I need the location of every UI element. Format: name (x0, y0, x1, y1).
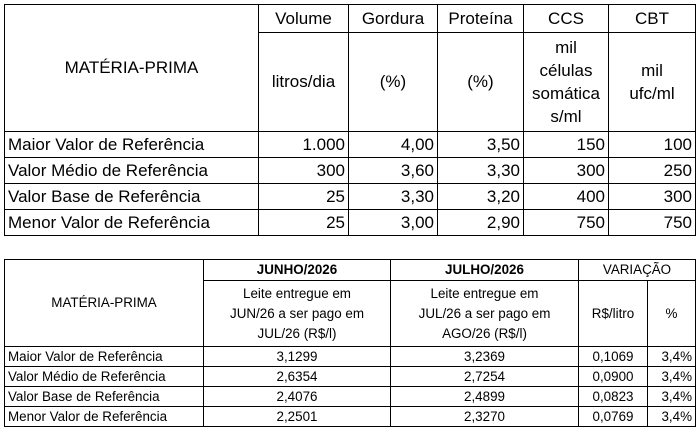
cell-month1: 3,1299 (204, 347, 391, 367)
cell-var-pct: 3,4% (648, 407, 696, 427)
col-header-cbt: CBT (609, 5, 696, 33)
cell-gordura: 3,60 (349, 158, 438, 184)
unit-gordura: (%) (349, 33, 438, 132)
cell-proteina: 3,20 (438, 184, 524, 210)
cell-cbt: 250 (609, 158, 696, 184)
reference-values-table (4, 4, 696, 236)
cell-var-rs: 0,0900 (579, 367, 648, 387)
cell-var-rs: 0,0823 (579, 387, 648, 407)
col-header-proteina: Proteína (438, 5, 524, 33)
cell-volume: 25 (259, 210, 349, 236)
cell-proteina: 3,50 (438, 132, 524, 158)
row-label: Valor Base de Referência (5, 387, 204, 407)
cell-proteina: 3,30 (438, 158, 524, 184)
table-row (5, 210, 696, 236)
month1-desc: Leite entregue em JUN/26 a ser pago em JUL/26 (R$/l) (204, 281, 391, 347)
cell-cbt: 100 (609, 132, 696, 158)
table-row (5, 347, 696, 367)
header-row (5, 5, 696, 33)
cell-ccs: 300 (524, 158, 609, 184)
cell-volume: 25 (259, 184, 349, 210)
table-row (5, 158, 696, 184)
unit-proteina: (%) (438, 33, 524, 132)
cell-gordura: 3,30 (349, 184, 438, 210)
price-variation-table (4, 259, 696, 427)
cell-ccs: 400 (524, 184, 609, 210)
row-label: Menor Valor de Referência (5, 210, 259, 236)
cell-month2: 3,2369 (391, 347, 579, 367)
col-header-gordura: Gordura (349, 5, 438, 33)
cell-cbt: 300 (609, 184, 696, 210)
table-row (5, 407, 696, 427)
month2-desc: Leite entregue em JUL/26 a ser pago em AGO/26 (R$/l) (391, 281, 579, 347)
cell-month2: 2,4899 (391, 387, 579, 407)
corner-label: MATÉRIA-PRIMA (5, 260, 204, 347)
month2-header: JULHO/2026 (391, 260, 579, 281)
cell-var-rs: 0,0769 (579, 407, 648, 427)
table-row (5, 132, 696, 158)
month1-header: JUNHO/2026 (204, 260, 391, 281)
cell-month2: 2,7254 (391, 367, 579, 387)
cell-var-pct: 3,4% (648, 387, 696, 407)
cell-var-pct: 3,4% (648, 347, 696, 367)
variation-header: VARIAÇÃO (579, 260, 696, 281)
cell-gordura: 4,00 (349, 132, 438, 158)
unit-cbt: mil ufc/ml (609, 33, 696, 132)
col-header-ccs: CCS (524, 5, 609, 33)
cell-volume: 1.000 (259, 132, 349, 158)
cell-month1: 2,4076 (204, 387, 391, 407)
row-label: Maior Valor de Referência (5, 347, 204, 367)
table-row (5, 367, 696, 387)
cell-month2: 2,3270 (391, 407, 579, 427)
cell-gordura: 3,00 (349, 210, 438, 236)
cell-proteina: 2,90 (438, 210, 524, 236)
row-label: Valor Médio de Referência (5, 158, 259, 184)
cell-var-pct: 3,4% (648, 367, 696, 387)
variation-unit-rs: R$/litro (579, 281, 648, 347)
table-row (5, 184, 696, 210)
row-label: Valor Médio de Referência (5, 367, 204, 387)
cell-ccs: 750 (524, 210, 609, 236)
cell-var-rs: 0,1069 (579, 347, 648, 367)
variation-unit-pct: % (648, 281, 696, 347)
row-label: Maior Valor de Referência (5, 132, 259, 158)
row-label: Menor Valor de Referência (5, 407, 204, 427)
unit-volume: litros/dia (259, 33, 349, 132)
unit-ccs: mil células somática s/ml (524, 33, 609, 132)
cell-ccs: 150 (524, 132, 609, 158)
cell-month1: 2,2501 (204, 407, 391, 427)
row-label: Valor Base de Referência (5, 184, 259, 210)
cell-month1: 2,6354 (204, 367, 391, 387)
col-header-volume: Volume (259, 5, 349, 33)
cell-cbt: 750 (609, 210, 696, 236)
table-row (5, 387, 696, 407)
cell-volume: 300 (259, 158, 349, 184)
corner-label: MATÉRIA-PRIMA (5, 5, 259, 132)
month-header-row (5, 260, 696, 281)
